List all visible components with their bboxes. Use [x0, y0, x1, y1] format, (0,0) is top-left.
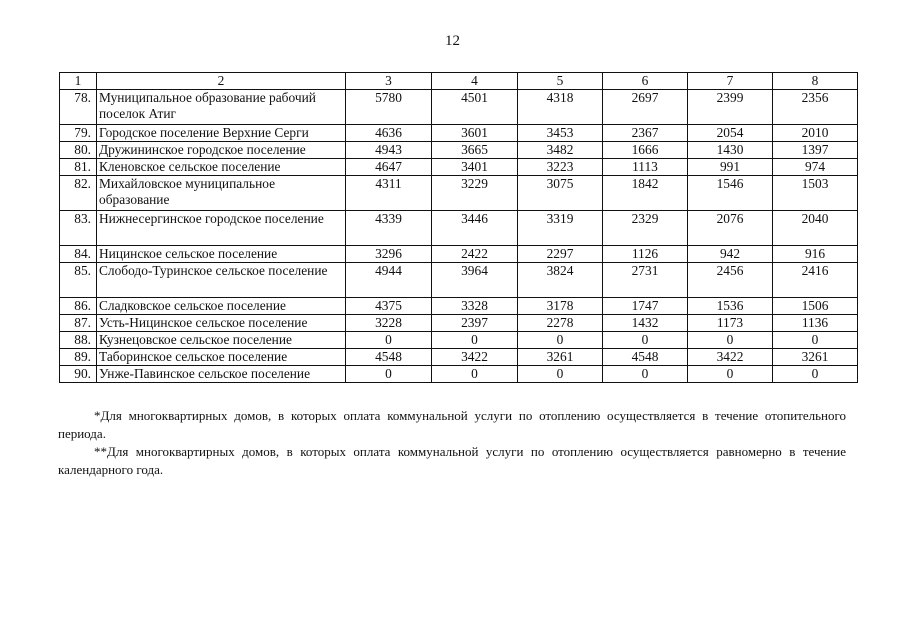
row-number: 83.: [60, 211, 97, 246]
value-cell: 2297: [518, 246, 603, 263]
value-cell: 3422: [688, 349, 773, 366]
value-cell: 3964: [432, 263, 518, 298]
value-cell: 3261: [773, 349, 858, 366]
settlement-name: Усть-Ницинское сельское поселение: [97, 315, 346, 332]
row-number: 80.: [60, 142, 97, 159]
value-cell: 0: [518, 332, 603, 349]
row-number: 89.: [60, 349, 97, 366]
table-row: [60, 125, 858, 142]
value-cell: 1536: [688, 298, 773, 315]
value-cell: 1397: [773, 142, 858, 159]
column-header: 5: [518, 73, 603, 90]
value-cell: 3453: [518, 125, 603, 142]
value-cell: 3296: [346, 246, 432, 263]
value-cell: 1842: [603, 176, 688, 211]
value-cell: 0: [688, 332, 773, 349]
value-cell: 1747: [603, 298, 688, 315]
value-cell: 4636: [346, 125, 432, 142]
row-number: 82.: [60, 176, 97, 211]
value-cell: 0: [773, 332, 858, 349]
value-cell: 942: [688, 246, 773, 263]
value-cell: 1126: [603, 246, 688, 263]
column-header: 2: [97, 73, 346, 90]
table-row: [60, 90, 858, 125]
data-table: [59, 72, 858, 383]
value-cell: 2397: [432, 315, 518, 332]
footnote-single-asterisk: [58, 407, 846, 443]
value-cell: 0: [688, 366, 773, 383]
table-row: [60, 159, 858, 176]
settlement-name: Слободо-Туринское сельское поселение: [97, 263, 346, 298]
settlement-name: Муниципальное образование рабочий поселок Атиг: [97, 90, 346, 125]
table-body: [60, 73, 858, 383]
column-header: 4: [432, 73, 518, 90]
value-cell: 0: [603, 332, 688, 349]
value-cell: 0: [773, 366, 858, 383]
value-cell: 1503: [773, 176, 858, 211]
value-cell: 2399: [688, 90, 773, 125]
value-cell: 916: [773, 246, 858, 263]
row-number: 88.: [60, 332, 97, 349]
value-cell: 1666: [603, 142, 688, 159]
value-cell: 2076: [688, 211, 773, 246]
value-cell: 3401: [432, 159, 518, 176]
value-cell: 4647: [346, 159, 432, 176]
table-row: [60, 176, 858, 211]
value-cell: 3328: [432, 298, 518, 315]
table-row: [60, 332, 858, 349]
footnote-double-text: **Для многоквартирных домов, в которых оплата коммунальной услуги по отоплению осуществляется равномерно в течение календарного года.: [58, 444, 846, 477]
value-cell: 0: [346, 366, 432, 383]
value-cell: 4548: [603, 349, 688, 366]
column-header: 8: [773, 73, 858, 90]
value-cell: 4311: [346, 176, 432, 211]
value-cell: 1113: [603, 159, 688, 176]
value-cell: 1506: [773, 298, 858, 315]
footnote-single-text: *Для многоквартирных домов, в которых оплата коммунальной услуги по отоплению осуществляется в течение отопительного периода.: [58, 408, 846, 441]
value-cell: 2697: [603, 90, 688, 125]
table-row: [60, 246, 858, 263]
row-number: 86.: [60, 298, 97, 315]
value-cell: 3446: [432, 211, 518, 246]
settlement-name: Михайловское муниципальное образование: [97, 176, 346, 211]
column-header: 6: [603, 73, 688, 90]
footnote-double-asterisk: [58, 443, 846, 479]
table-row: [60, 211, 858, 246]
value-cell: 3228: [346, 315, 432, 332]
row-number: 81.: [60, 159, 97, 176]
value-cell: 1173: [688, 315, 773, 332]
row-number: 85.: [60, 263, 97, 298]
column-header: 3: [346, 73, 432, 90]
value-cell: 3824: [518, 263, 603, 298]
table-row: [60, 366, 858, 383]
value-cell: 2278: [518, 315, 603, 332]
value-cell: 4548: [346, 349, 432, 366]
value-cell: 3319: [518, 211, 603, 246]
value-cell: 2040: [773, 211, 858, 246]
value-cell: 3422: [432, 349, 518, 366]
value-cell: 0: [518, 366, 603, 383]
row-number: 79.: [60, 125, 97, 142]
value-cell: 974: [773, 159, 858, 176]
value-cell: 3482: [518, 142, 603, 159]
page-number: 12: [445, 33, 460, 49]
value-cell: 4943: [346, 142, 432, 159]
value-cell: 0: [432, 366, 518, 383]
column-header: 1: [60, 73, 97, 90]
value-cell: 0: [432, 332, 518, 349]
value-cell: 3178: [518, 298, 603, 315]
value-cell: 2731: [603, 263, 688, 298]
value-cell: 4944: [346, 263, 432, 298]
value-cell: 3223: [518, 159, 603, 176]
row-number: 90.: [60, 366, 97, 383]
row-number: 87.: [60, 315, 97, 332]
column-header: 7: [688, 73, 773, 90]
value-cell: 3601: [432, 125, 518, 142]
value-cell: 2456: [688, 263, 773, 298]
settlement-name: Унже-Павинское сельское поселение: [97, 366, 346, 383]
value-cell: 991: [688, 159, 773, 176]
value-cell: 4501: [432, 90, 518, 125]
value-cell: 2329: [603, 211, 688, 246]
table-row: [60, 263, 858, 298]
value-cell: 4375: [346, 298, 432, 315]
value-cell: 2422: [432, 246, 518, 263]
settlement-name: Нижнесергинское городское поселение: [97, 211, 346, 246]
settlement-name: Ницинское сельское поселение: [97, 246, 346, 263]
value-cell: 2367: [603, 125, 688, 142]
value-cell: 5780: [346, 90, 432, 125]
settlement-name: Городское поселение Верхние Серги: [97, 125, 346, 142]
value-cell: 0: [346, 332, 432, 349]
value-cell: 3229: [432, 176, 518, 211]
header-row: [60, 73, 858, 90]
value-cell: 1136: [773, 315, 858, 332]
value-cell: 3261: [518, 349, 603, 366]
table-row: [60, 349, 858, 366]
value-cell: 3075: [518, 176, 603, 211]
settlement-name: Сладковское сельское поселение: [97, 298, 346, 315]
value-cell: 2416: [773, 263, 858, 298]
value-cell: 1430: [688, 142, 773, 159]
value-cell: 4339: [346, 211, 432, 246]
row-number: 84.: [60, 246, 97, 263]
settlement-name: Кузнецовское сельское поселение: [97, 332, 346, 349]
value-cell: 3665: [432, 142, 518, 159]
settlement-name: Кленовское сельское поселение: [97, 159, 346, 176]
value-cell: 1546: [688, 176, 773, 211]
settlement-name: Таборинское сельское поселение: [97, 349, 346, 366]
value-cell: 2356: [773, 90, 858, 125]
value-cell: 2054: [688, 125, 773, 142]
table-row: [60, 298, 858, 315]
row-number: 78.: [60, 90, 97, 125]
table-row: [60, 315, 858, 332]
settlement-name: Дружининское городское поселение: [97, 142, 346, 159]
value-cell: 1432: [603, 315, 688, 332]
value-cell: 4318: [518, 90, 603, 125]
table-row: [60, 142, 858, 159]
value-cell: 2010: [773, 125, 858, 142]
value-cell: 0: [603, 366, 688, 383]
